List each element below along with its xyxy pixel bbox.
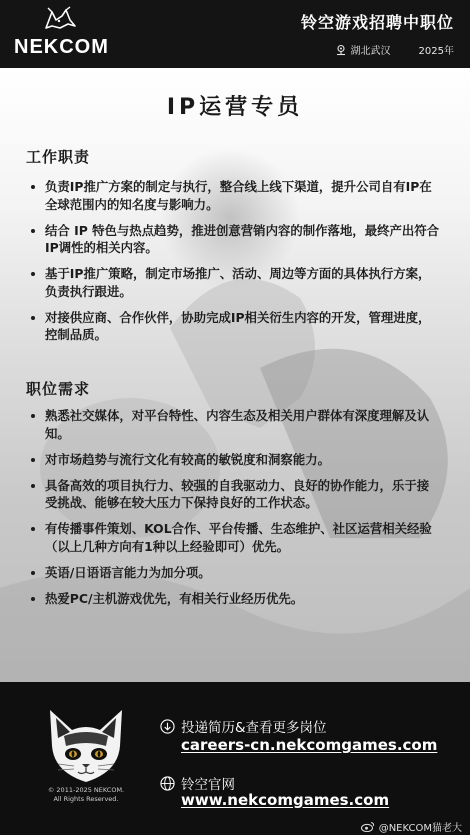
responsibilities-heading: 工作职责 xyxy=(26,148,91,166)
nekcom-logo[interactable] xyxy=(14,6,109,62)
download-icon xyxy=(160,719,175,734)
careers-link[interactable]: careers-cn.nekcomgames.com xyxy=(181,736,438,754)
list-item: 对接供应商、合作伙伴，协助完成IP相关衍生内容的开发，管理进度，控制品质。 xyxy=(30,309,440,344)
copyright xyxy=(30,786,142,804)
location-text: 湖北武汉 xyxy=(350,46,391,57)
header xyxy=(0,0,470,68)
location xyxy=(335,42,391,57)
list-item: 熟悉社交媒体，对平台特性、内容生态及相关用户群体有深度理解及认知。 xyxy=(30,407,440,442)
cat-face-logo xyxy=(44,706,128,784)
job-panel xyxy=(0,68,470,682)
copyright-line1: © 2011-2025 NEKCOM. xyxy=(47,786,125,794)
watermark-text: @NEKCOM猫老大 xyxy=(378,823,462,834)
weibo-watermark xyxy=(361,819,462,834)
apply-row xyxy=(160,716,327,736)
globe-icon xyxy=(160,776,175,791)
site-label: 铃空官网 xyxy=(181,777,235,793)
website-link[interactable]: www.nekcomgames.com xyxy=(181,791,390,809)
site-row xyxy=(160,773,235,793)
list-item: 负责IP推广方案的制定与执行，整合线上线下渠道，提升公司自有IP在全球范围内的知名度与影响力。 xyxy=(30,178,440,213)
weibo-icon xyxy=(361,821,375,832)
requirements-heading: 职位需求 xyxy=(26,380,91,398)
logo-text: NEKCOM xyxy=(14,36,109,58)
header-title: 铃空游戏招聘中职位 xyxy=(300,13,454,32)
responsibilities-list xyxy=(30,178,440,352)
year: 2025年 xyxy=(418,46,454,57)
header-meta xyxy=(335,42,454,57)
location-pin-icon xyxy=(335,44,347,56)
job-title: IP运营专员 xyxy=(166,95,304,120)
list-item: 结合 IP 特色与热点趋势，推进创意营销内容的制作落地，最终产出符合IP调性的相关内容。 xyxy=(30,222,440,257)
list-item: 具备高效的项目执行力、较强的自我驱动力、良好的协作能力，乐于接受挑战、能够在较大压力下保持良好的工作状态。 xyxy=(30,477,440,512)
footer xyxy=(0,682,470,835)
logo-cat-mark-icon xyxy=(42,6,78,34)
list-item: 对市场趋势与流行文化有较高的敏锐度和洞察能力。 xyxy=(30,451,440,469)
list-item: 英语/日语语言能力为加分项。 xyxy=(30,564,440,582)
copyright-line2: All Rights Reserved. xyxy=(53,795,119,803)
list-item: 有传播事件策划、KOL合作、平台传播、生态维护、社区运营相关经验（以上几种方向有1种以上经验即可）优先。 xyxy=(30,520,440,555)
requirements-list xyxy=(30,407,440,616)
list-item: 热爱PC/主机游戏优先，有相关行业经历优先。 xyxy=(30,590,440,608)
apply-label: 投递简历&查看更多岗位 xyxy=(181,720,327,736)
list-item: 基于IP推广策略，制定市场推广、活动、周边等方面的具体执行方案，负责执行跟进。 xyxy=(30,265,440,300)
